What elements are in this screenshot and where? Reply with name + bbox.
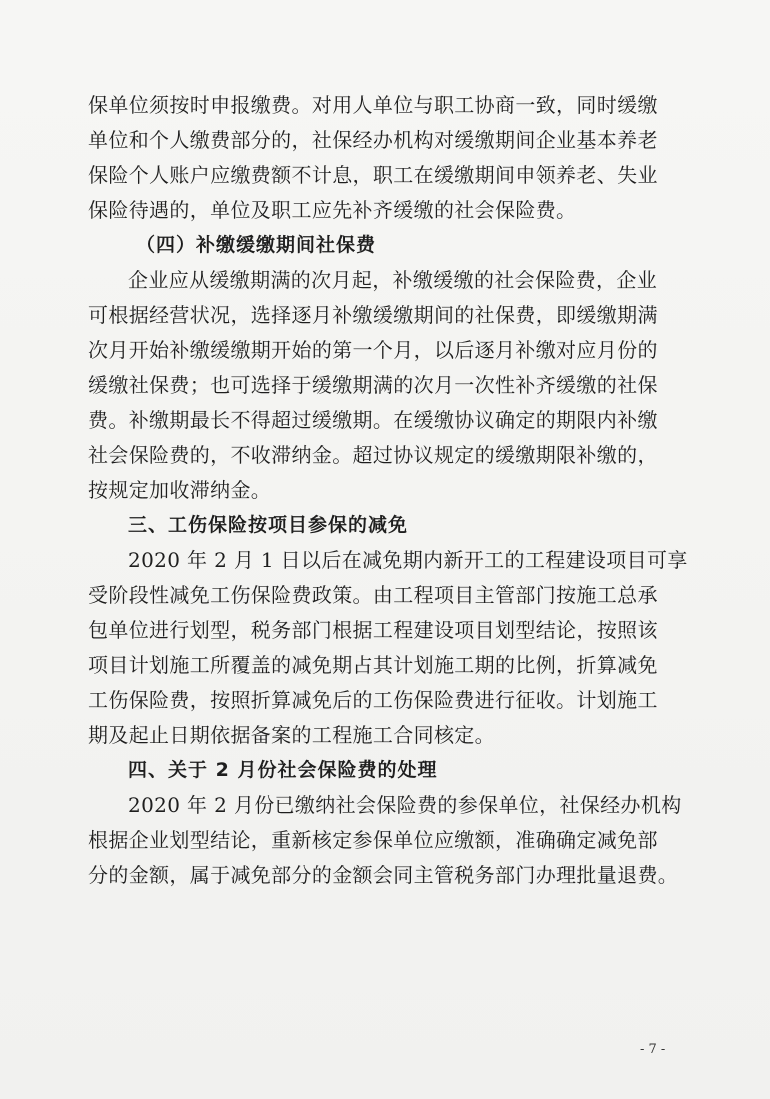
section-heading: 四、关于 2 月份社会保险费的处理 bbox=[128, 759, 438, 781]
paragraph-line: 企业应从缓缴期满的次月起，补缴缓缴的社会保险费，企业 bbox=[128, 268, 658, 292]
paragraph-line: 项目计划施工所覆盖的减免期占其计划施工期的比例，折算减免 bbox=[88, 653, 658, 677]
paragraph-line: 保险待遇的，单位及职工应先补齐缓缴的社会保险费。 bbox=[88, 198, 577, 222]
document-body bbox=[88, 88, 698, 893]
paragraph-line: 受阶段性减免工伤保险费政策。由工程项目主管部门按施工总承 bbox=[88, 583, 658, 607]
paragraph-line: 期及起止日期依据备案的工程施工合同核定。 bbox=[88, 723, 495, 747]
paragraph-line: 工伤保险费，按照折算减免后的工伤保险费进行征收。计划施工 bbox=[88, 688, 658, 712]
paragraph-line: 可根据经营状况，选择逐月补缴缓缴期间的社保费，即缓缴期满 bbox=[88, 303, 658, 327]
paragraph-line: 社会保险费的，不收滞纳金。超过协议规定的缓缴期限补缴的， bbox=[88, 443, 658, 467]
paragraph-line: 包单位进行划型，税务部门根据工程建设项目划型结论，按照该 bbox=[88, 618, 658, 642]
paragraph-line: 2020 年 2 月 1 日以后在减免期内新开工的工程建设项目可享 bbox=[128, 548, 688, 572]
paragraph-line: 根据企业划型结论，重新核定参保单位应缴额，准确确定减免部 bbox=[88, 828, 658, 852]
paragraph-line: 2020 年 2 月份已缴纳社会保险费的参保单位，社保经办机构 bbox=[128, 793, 682, 817]
paragraph-line: 保险个人账户应缴费额不计息，职工在缓缴期间申领养老、失业 bbox=[88, 163, 658, 187]
subsection-heading: （四）补缴缓缴期间社保费 bbox=[136, 234, 377, 256]
paragraph-line: 保单位须按时申报缴费。对用人单位与职工协商一致，同时缓缴 bbox=[88, 93, 658, 117]
paragraph-line: 单位和个人缴费部分的，社保经办机构对缓缴期间企业基本养老 bbox=[88, 128, 658, 152]
paragraph-line: 分的金额，属于减免部分的金额会同主管税务部门办理批量退费。 bbox=[88, 863, 679, 887]
paragraph-line: 按规定加收滞纳金。 bbox=[88, 478, 272, 502]
paragraph-line: 费。补缴期最长不得超过缓缴期。在缓缴协议确定的期限内补缴 bbox=[88, 408, 658, 432]
paragraph-line: 缓缴社保费；也可选择于缓缴期满的次月一次性补齐缓缴的社保 bbox=[88, 373, 658, 397]
section-heading: 三、工伤保险按项目参保的减免 bbox=[128, 514, 409, 536]
page-number: - 7 - bbox=[640, 1042, 666, 1057]
paragraph-line: 次月开始补缴缓缴期开始的第一个月，以后逐月补缴对应月份的 bbox=[88, 338, 658, 362]
